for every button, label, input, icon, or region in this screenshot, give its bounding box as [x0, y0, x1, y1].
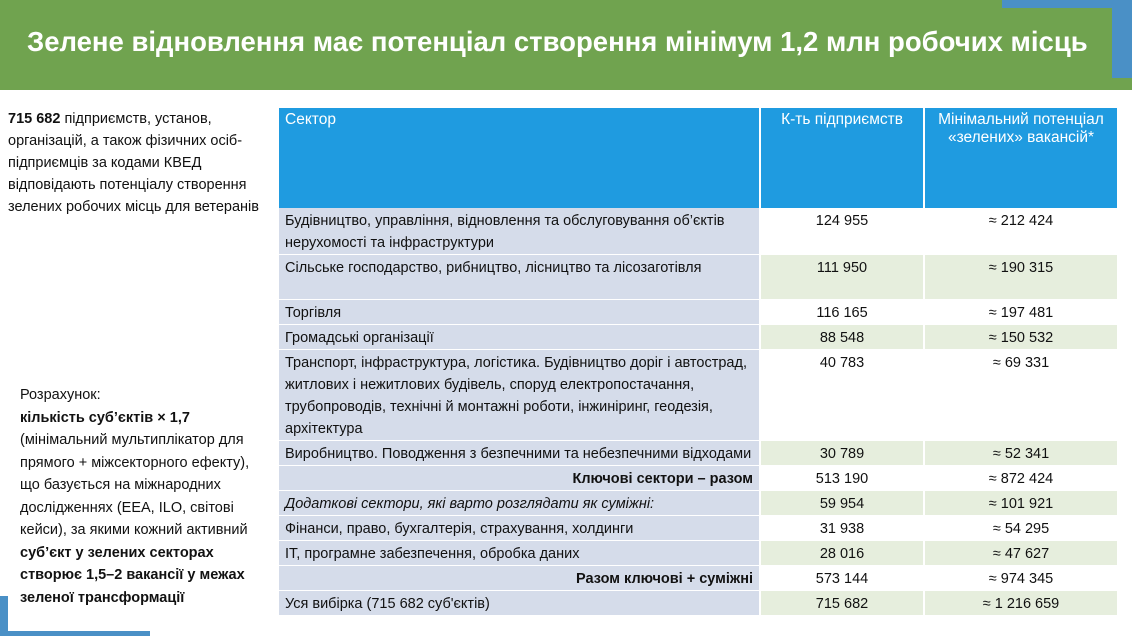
header-bar	[0, 0, 1132, 90]
row-potential: ≈ 52 341	[924, 441, 1118, 466]
table-row-total	[279, 566, 1118, 591]
table-header-row	[279, 108, 1118, 208]
row-sector: Фінанси, право, бухгалтерія, страхування, холдинги	[279, 516, 760, 541]
table-row	[279, 325, 1118, 350]
row-potential: ≈ 1 216 659	[924, 591, 1118, 616]
table-row	[279, 491, 1118, 516]
table-row	[279, 350, 1118, 441]
row-count: 40 783	[760, 350, 924, 441]
header-count: К-ть підприємств	[760, 108, 924, 208]
row-sector: Виробництво. Поводження з безпечними та небезпечними відходами	[279, 441, 760, 466]
row-sector: Сільське господарство, рибництво, лісництво та лісозаготівля	[279, 255, 760, 300]
header-potential: Мінімальний потенціал «зелених» вакансій*	[924, 108, 1118, 208]
row-count: 111 950	[760, 255, 924, 300]
row-potential: ≈ 197 481	[924, 300, 1118, 325]
row-count: 124 955	[760, 208, 924, 255]
header-sector: Сектор	[279, 108, 760, 208]
row-potential: ≈ 190 315	[924, 255, 1118, 300]
row-count: 31 938	[760, 516, 924, 541]
row-potential: ≈ 54 295	[924, 516, 1118, 541]
row-potential: ≈ 101 921	[924, 491, 1118, 516]
row-sector: Додаткові сектори, які варто розглядати як суміжні:	[279, 491, 760, 516]
row-count: 116 165	[760, 300, 924, 325]
table-row	[279, 541, 1118, 566]
row-count: 28 016	[760, 541, 924, 566]
row-sector: Будівництво, управління, відновлення та обслуговування об’єктів нерухомості та інфраструктури	[279, 208, 760, 255]
bottom-accent	[0, 596, 8, 636]
intro-count: 715 682	[8, 111, 61, 127]
row-potential: ≈ 974 345	[924, 566, 1118, 591]
row-sector: Транспорт, інфраструктура, логістика. Будівництво доріг і автострад, житлових і нежитлових будівель, споруд електропостачання, трубопроводів, технічні й монтажні роботи, інжиніринг, геодезія, архітектура	[279, 350, 760, 441]
table-row	[279, 300, 1118, 325]
row-sector: Уся вибірка (715 682 суб'єктів)	[279, 591, 760, 616]
row-potential: ≈ 69 331	[924, 350, 1118, 441]
table-row-total	[279, 466, 1118, 491]
row-potential: ≈ 872 424	[924, 466, 1118, 491]
bottom-accent-line	[0, 631, 150, 636]
calculation-explanation: (мінімальний мультиплікатор для прямого + міжсекторного ефекту), що базується на міжнародних дослідженнях (EEA, ILO, світові кейси), за якими кожний активний	[20, 432, 250, 538]
table-row	[279, 591, 1118, 616]
row-count: 30 789	[760, 441, 924, 466]
page-title: Зелене відновлення має потенціал створення мінімум 1,2 млн робочих місць	[27, 26, 1088, 57]
row-count: 59 954	[760, 491, 924, 516]
calculation-heading: Розрахунок:	[20, 387, 101, 403]
sectors-table	[279, 108, 1119, 616]
row-potential: ≈ 212 424	[924, 208, 1118, 255]
row-sector: Ключові сектори – разом	[279, 466, 760, 491]
header-accent-side	[1112, 8, 1132, 78]
row-sector: Громадські організації	[279, 325, 760, 350]
row-count: 573 144	[760, 566, 924, 591]
row-count: 88 548	[760, 325, 924, 350]
intro-description: підприємств, установ, організацій, а також фізичних осіб-підприємців за кодами КВЕД відповідають потенціалу створення зелених робочих місць для ветеранів	[8, 111, 259, 215]
calculation-conclusion: суб’єкт у зелених секторах створює 1,5–2 вакансії у межах зеленої трансформації	[20, 544, 245, 606]
table-row	[279, 255, 1118, 300]
row-count: 715 682	[760, 591, 924, 616]
row-potential: ≈ 47 627	[924, 541, 1118, 566]
row-sector: Разом ключові + суміжні	[279, 566, 760, 591]
calculation-block	[20, 384, 265, 609]
intro-text	[8, 108, 270, 218]
row-count: 513 190	[760, 466, 924, 491]
row-sector: ІТ, програмне забезпечення, обробка даних	[279, 541, 760, 566]
row-sector: Торгівля	[279, 300, 760, 325]
row-potential: ≈ 150 532	[924, 325, 1118, 350]
table-row	[279, 208, 1118, 255]
table-row	[279, 441, 1118, 466]
table-row	[279, 516, 1118, 541]
calculation-formula: кількість суб’єктів × 1,7	[20, 409, 190, 426]
header-accent	[1002, 0, 1132, 8]
